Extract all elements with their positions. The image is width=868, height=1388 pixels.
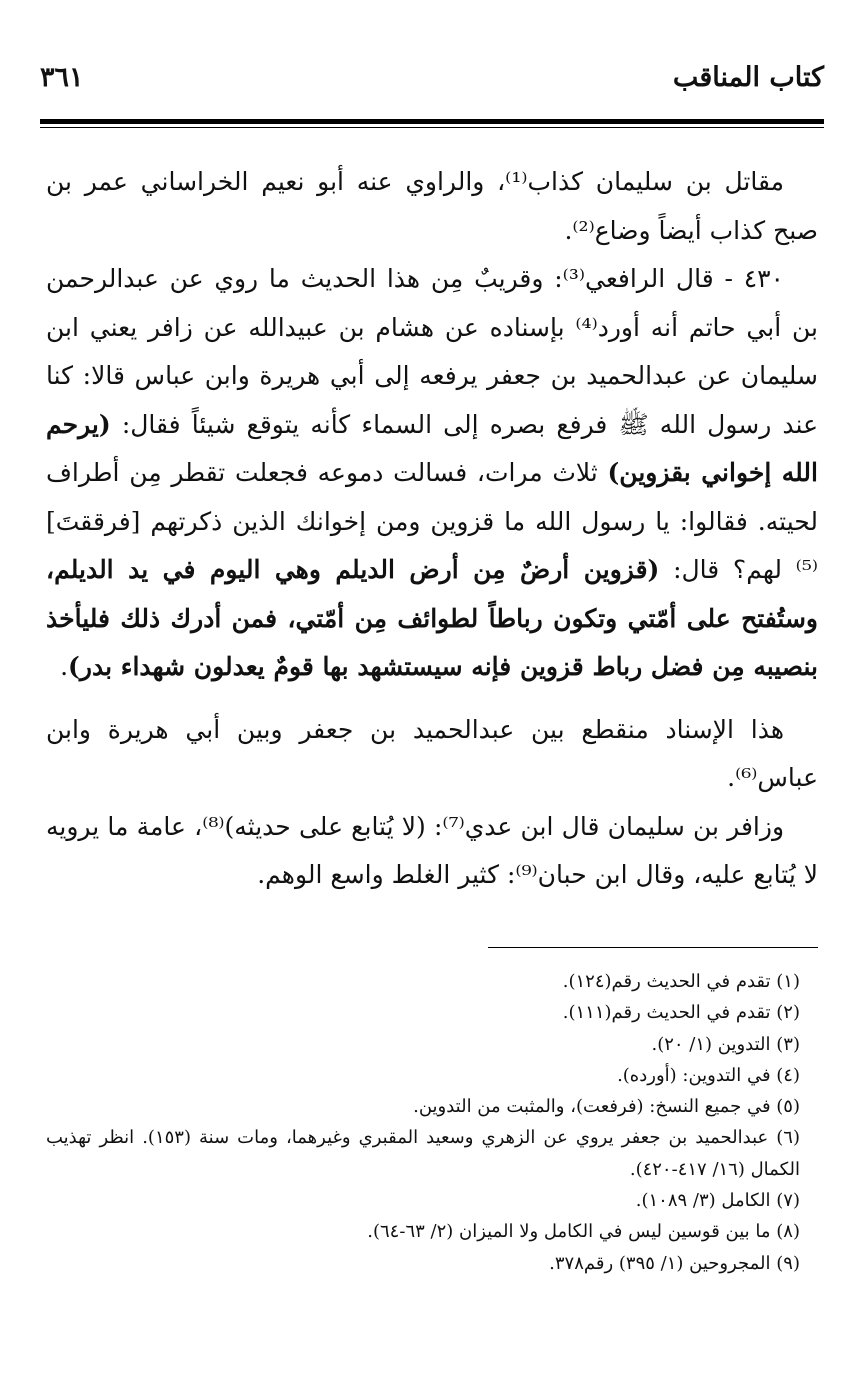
paragraph-2-intro: ٤٣٠ - قال الرافعي⁽³⁾: وقريبٌ مِن هذا الحديث ما روي عن عبدالرحمن بن أبي حاتم أنه أورد⁽⁴⁾ بإسناده عن هشام بن عبيدالله عن زافر يعني ابن سليمان عن عبدالحميد بن جعفر يرفعه إلى أبي هريرة وابن عباس قالا: كنا عند رسول الله ﷺ فرفع بصره إلى السماء كأنه يتوقع شيئاً فقال: xyxy=(46,264,819,439)
paragraph-3: هذا الإسناد منقطع بين عبدالحميد بن جعفر وبين أبي هريرة وابن عباس⁽⁶⁾. xyxy=(46,714,818,792)
footnote-6: (٦) عبدالحميد بن جعفر يروي عن الزهري وسعيد المقبري وغيرهما، ومات سنة (١٥٣). انظر تهذيب الكمال (١٦/ ٤١٧-٤٢٠). xyxy=(46,1127,800,1180)
main-text xyxy=(46,158,818,900)
hadith-quote-2: (قزوين أرضٌ مِن أرض الديلم وهي اليوم في يد الديلم، وستُفتح على أمّتي وتكون رباطاً لطوائف مِن أمّتي، فمن أدرك ذلك فليأخذ بنصيبه مِن فضل رباط قزوين فإنه سيستشهد بها قومٌ يعدلون شهداء بدر) xyxy=(46,555,818,681)
footnote-separator xyxy=(488,947,818,948)
footnote-9: (٩) المجروحين (١/ ٣٩٥) رقم٣٧٨. xyxy=(549,1252,800,1274)
paragraph-2-middle: ثلاث مرات، فسالت دموعه فجعلت تقطر مِن أطراف لحيته. فقالوا: يا رسول الله ما قزوين ومن إخوانك الذين ذكرتهم [فرققتَ]⁽⁵⁾ لهم؟ قال: xyxy=(46,458,818,584)
paragraph-4: وزافر بن سليمان قال ابن عدي⁽⁷⁾: (لا يُتابع على حديثه)⁽⁸⁾، عامة ما يرويه لا يُتابع عليه، وقال ابن حبان⁽⁹⁾: كثير الغلط واسع الوهم. xyxy=(46,811,818,889)
header-rule-thick xyxy=(40,119,824,124)
paragraph-2 xyxy=(46,255,818,692)
page-number: ٣٦١ xyxy=(40,62,84,93)
footnote-7: (٧) الكامل (٣/ ١٠٨٩). xyxy=(635,1190,800,1212)
footnote-3: (٣) التدوين (١/ ٢٠). xyxy=(651,1033,800,1055)
footnote-1: (١) تقدم في الحديث رقم(١٢٤). xyxy=(562,971,800,992)
footnote-8: (٨) ما بين قوسين ليس في الكامل ولا الميزان (٢/ ٦٣-٦٤). xyxy=(367,1221,800,1243)
paragraph-2-end: . xyxy=(60,652,69,681)
footnotes xyxy=(46,966,818,1279)
footnote-4: (٤) في التدوين: (أورده). xyxy=(617,1064,800,1086)
footnote-2: (٢) تقدم في الحديث رقم(١١١). xyxy=(562,1002,800,1024)
chapter-title: كتاب المناقب xyxy=(672,62,824,93)
page-header xyxy=(40,62,824,93)
hadith-quote-1: (يرحم الله إخواني بقزوين) xyxy=(46,409,818,487)
paragraph-1: مقاتل بن سليمان كذاب⁽¹⁾، والراوي عنه أبو نعيم الخراساني عمر بن صبح كذاب أيضاً وضاع⁽²⁾. xyxy=(46,167,818,245)
header-rule-thin xyxy=(40,127,824,128)
footnote-5: (٥) في جميع النسخ: (فرفعت)، والمثبت من التدوين. xyxy=(413,1096,800,1118)
